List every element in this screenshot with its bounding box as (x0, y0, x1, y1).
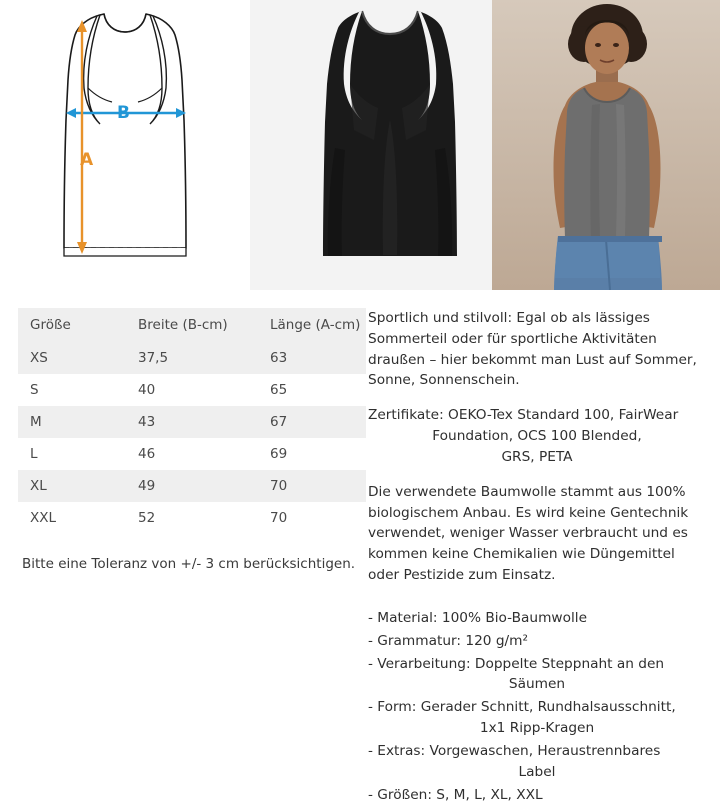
list-item (368, 608, 706, 629)
table-header-row (18, 308, 366, 342)
cell-size: XXL (18, 502, 126, 534)
spec-line: - Material: 100% Bio-Baumwolle (368, 609, 587, 626)
cell-length: 63 (258, 342, 366, 374)
spec-line: - Größen: S, M, L, XL, XXL (368, 786, 543, 803)
table-row (18, 470, 366, 502)
tank-top-measurement-diagram (0, 0, 250, 290)
diagram-label-width: B (117, 103, 130, 123)
header-size: Größe (18, 308, 126, 342)
size-chart-header (18, 308, 366, 342)
cell-length: 70 (258, 502, 366, 534)
cell-width: 49 (126, 470, 258, 502)
cell-size: XL (18, 470, 126, 502)
cell-width: 46 (126, 438, 258, 470)
size-chart-column (0, 290, 368, 807)
size-chart (18, 308, 366, 534)
table-row (18, 374, 366, 406)
header-length: Länge (A-cm) (258, 308, 366, 342)
model-wearing-grey-tank-top (492, 0, 720, 290)
diagram-label-length: A (80, 150, 94, 170)
list-item (368, 785, 706, 806)
spacer (368, 600, 706, 608)
header-width: Breite (B-cm) (126, 308, 258, 342)
table-row (18, 438, 366, 470)
certificates-line-1: Zertifikate: OEKO-Tex Standard 100, FairWear (368, 407, 679, 424)
cell-length: 65 (258, 374, 366, 406)
spec-line-cont: Label (518, 763, 556, 780)
description-intro: Sportlich und stilvoll: Egal ob als lässiges Sommerteil oder für sportliche Aktivitäten draußen – hier bekommt man Lust auf Sommer, Sonne, Sonnenschein. (368, 310, 697, 389)
list-item (368, 631, 706, 652)
table-row (18, 502, 366, 534)
size-chart-body (18, 342, 366, 534)
spec-line: - Verarbeitung: Doppelte Steppnaht an den (368, 655, 665, 672)
cell-length: 69 (258, 438, 366, 470)
product-photo-cell (250, 0, 492, 290)
certificates-line-3: GRS, PETA (501, 448, 573, 465)
spec-list (368, 608, 706, 805)
model-photo-cell (492, 0, 720, 290)
spec-line-cont: 1x1 Ripp-Kragen (479, 720, 595, 737)
list-item (368, 741, 706, 783)
list-item (368, 697, 706, 739)
image-row (0, 0, 720, 290)
lower-section (0, 290, 720, 807)
cell-width: 43 (126, 406, 258, 438)
description-column (368, 290, 720, 807)
table-row (18, 342, 366, 374)
cotton-paragraph: Die verwendete Baumwolle stammt aus 100% biologischem Anbau. Es wird keine Gentechnik verwendet, weniger Wasser verbraucht und es kommen keine Chemikalien wie Düngemittel oder Pestizide zum Einsatz. (368, 483, 689, 584)
cell-length: 67 (258, 406, 366, 438)
certificates-block (368, 405, 706, 467)
spec-line: - Extras: Vorgewaschen, Heraustrennbares (368, 742, 661, 759)
cell-width: 37,5 (126, 342, 258, 374)
cell-length: 70 (258, 470, 366, 502)
black-tank-top-product-photo (250, 0, 492, 290)
list-item (368, 654, 706, 696)
spec-line: - Form: Gerader Schnitt, Rundhalsausschnitt, (368, 699, 676, 716)
table-row (18, 406, 366, 438)
spec-line: - Grammatur: 120 g/m² (368, 632, 528, 649)
cell-size: L (18, 438, 126, 470)
spec-line-cont: Säumen (508, 676, 566, 693)
cell-size: S (18, 374, 126, 406)
cell-size: M (18, 406, 126, 438)
measurement-diagram-cell (0, 0, 250, 290)
cell-width: 40 (126, 374, 258, 406)
certificates-line-2: Foundation, OCS 100 Blended, (432, 428, 642, 445)
tolerance-note: Bitte eine Toleranz von +/- 3 cm berücksichtigen. (22, 556, 356, 572)
cell-size: XS (18, 342, 126, 374)
cell-width: 52 (126, 502, 258, 534)
